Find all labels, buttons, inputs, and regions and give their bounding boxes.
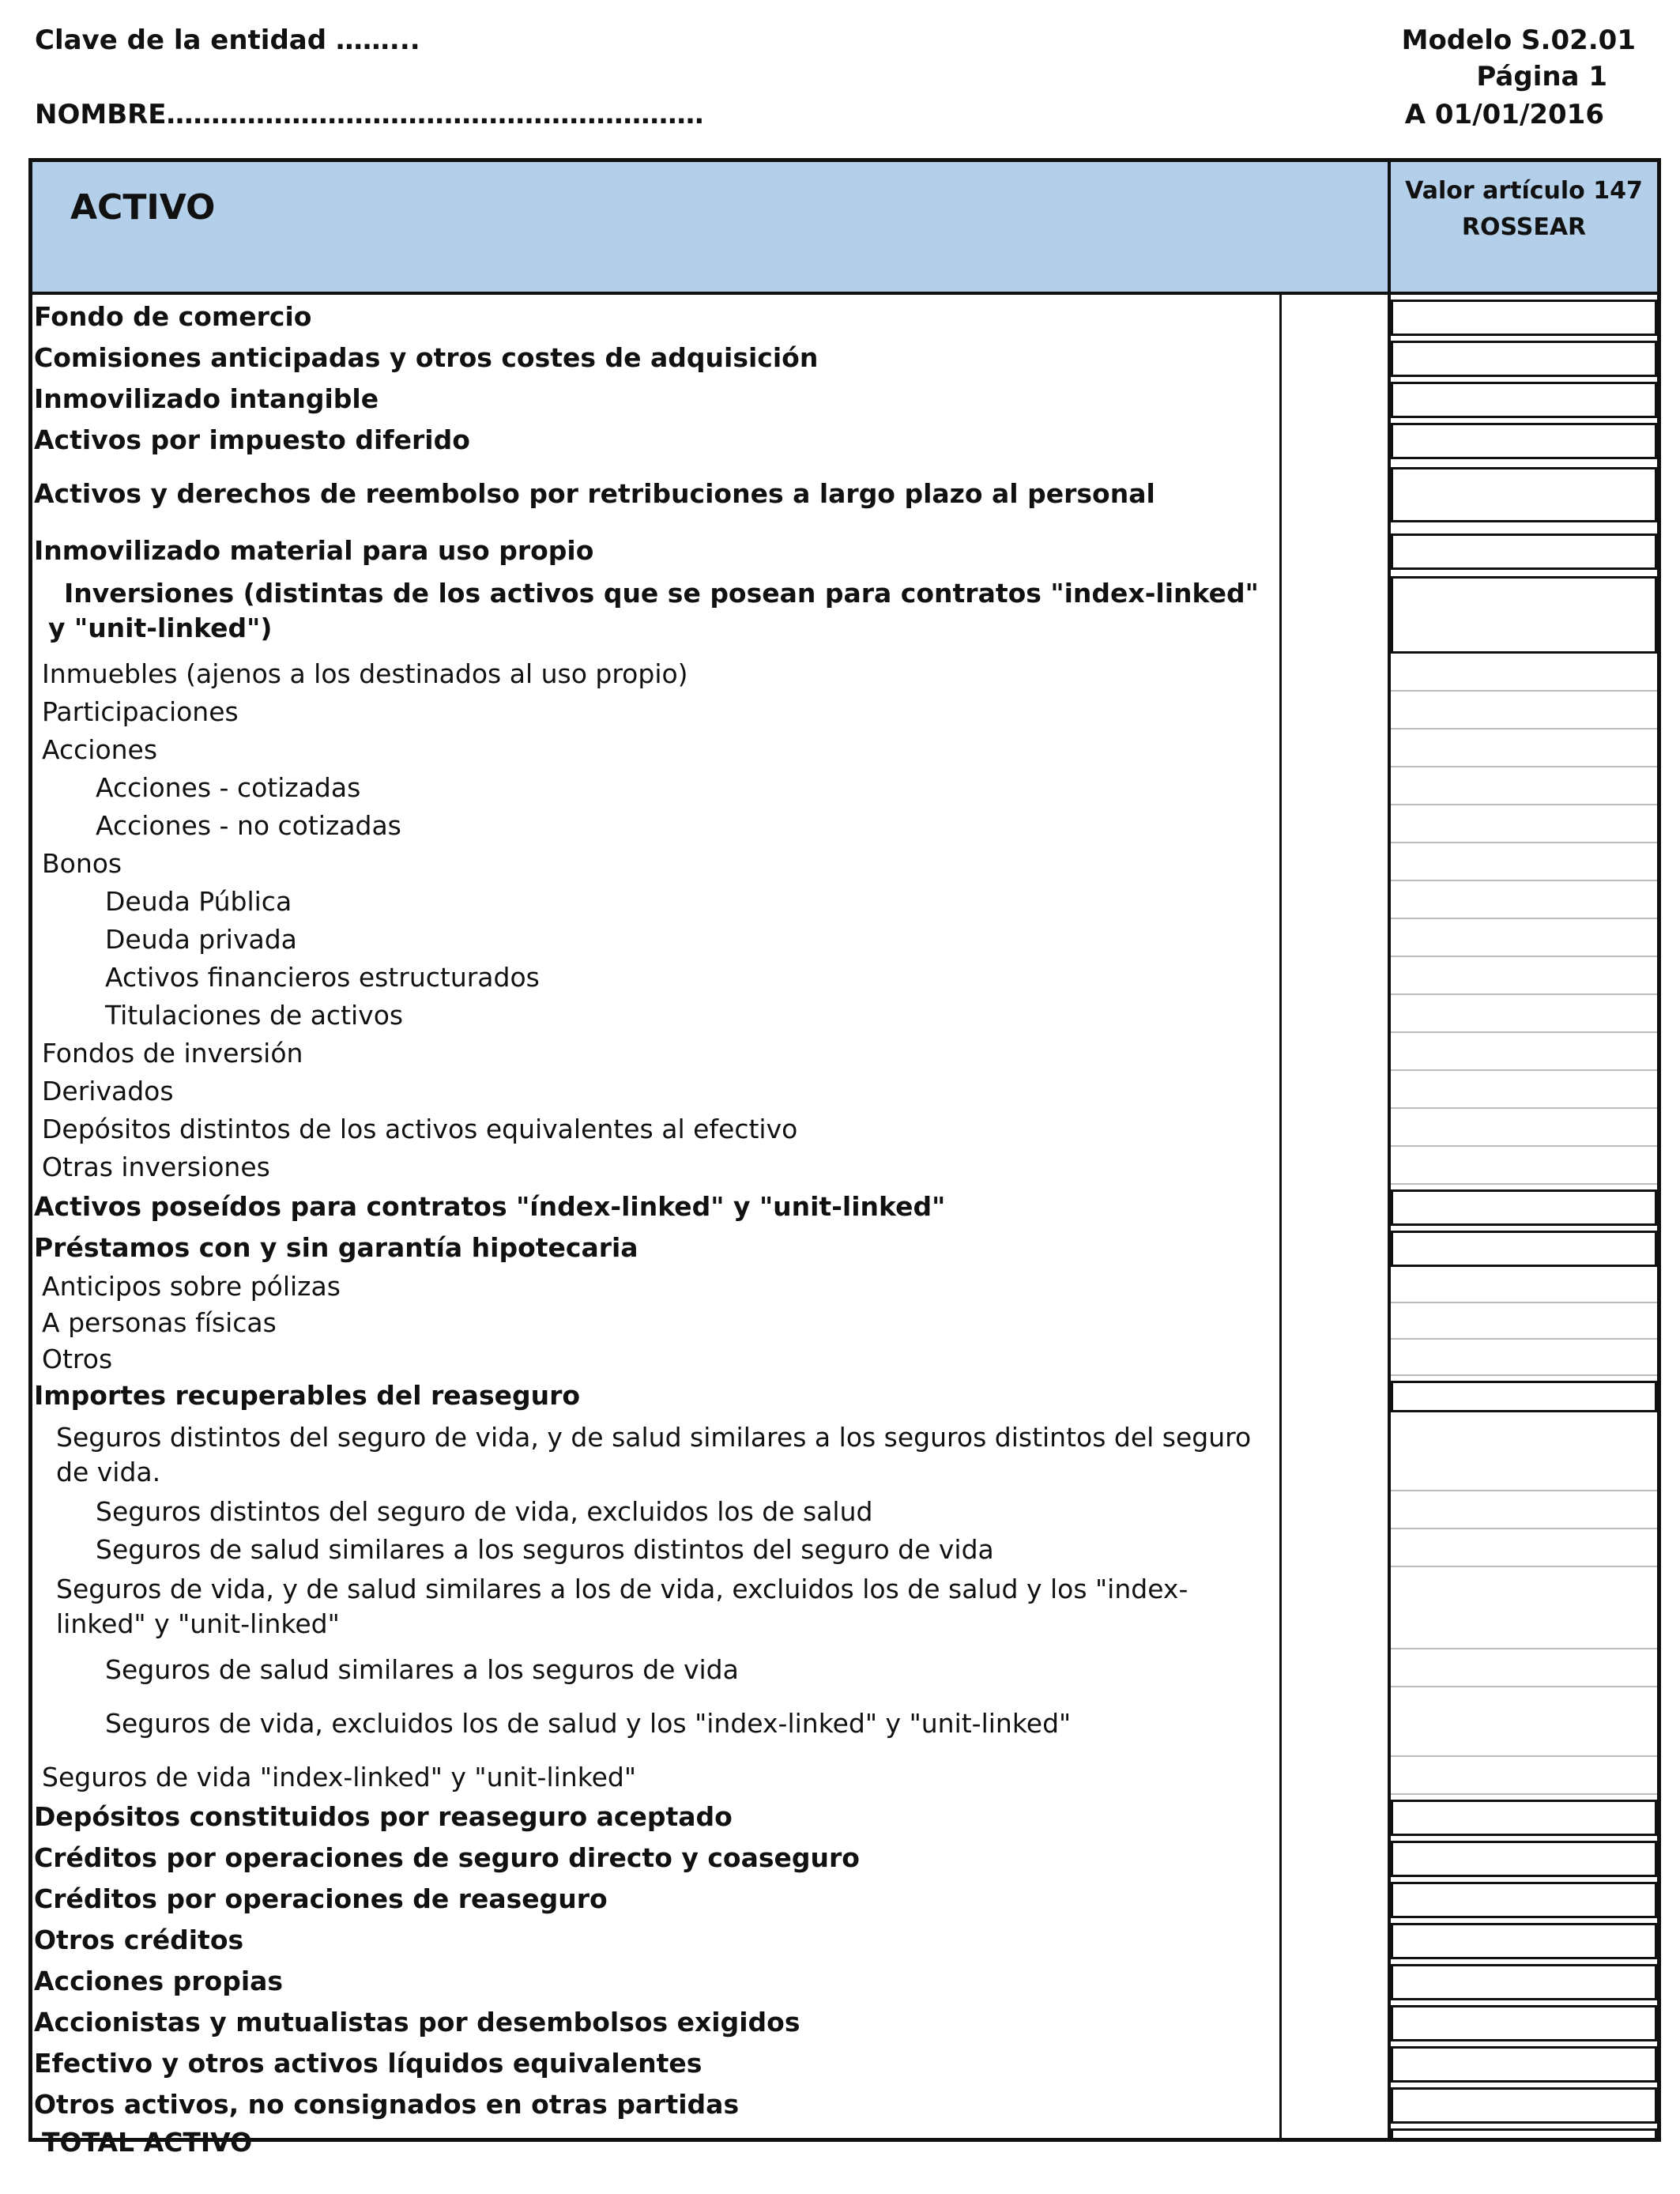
value-cell[interactable] — [1391, 2128, 1657, 2141]
row-label: Créditos por operaciones de seguro directo y coaseguro — [34, 1842, 860, 1873]
value-cell[interactable] — [1391, 1496, 1657, 1529]
value-cell[interactable] — [1391, 1344, 1657, 1376]
value-cell[interactable] — [1391, 1308, 1657, 1340]
row-label: Bonos — [42, 848, 122, 879]
row-label: Inmovilizado material para uso propio — [34, 535, 594, 566]
row-label: Comisiones anticipadas y otros costes de adquisición — [34, 342, 819, 373]
value-cell[interactable] — [1391, 1692, 1657, 1757]
value-cell[interactable] — [1391, 1189, 1657, 1226]
value-cell[interactable] — [1391, 533, 1657, 570]
value-cell[interactable] — [1391, 658, 1657, 692]
value-cell[interactable] — [1391, 886, 1657, 919]
row-label: Importes recuperables del reaseguro — [34, 1380, 581, 1411]
row-label: Anticipos sobre pólizas — [42, 1271, 341, 1302]
row-label: Fondo de comercio — [34, 301, 312, 332]
row-label: Derivados — [42, 1076, 174, 1106]
balance-table — [28, 158, 1661, 2158]
value-cell[interactable] — [1391, 423, 1657, 459]
row-label: Depósitos constituidos por reaseguro aceptado — [34, 1801, 733, 1832]
row-label: Acciones - cotizadas — [96, 772, 361, 803]
value-cell[interactable] — [1391, 341, 1657, 377]
value-cell[interactable] — [1391, 382, 1657, 418]
value-cell[interactable] — [1391, 576, 1657, 654]
value-cell[interactable] — [1391, 1114, 1657, 1147]
value-cell[interactable] — [1391, 1572, 1657, 1649]
value-column-header — [1388, 162, 1657, 292]
value-cell[interactable] — [1391, 467, 1657, 522]
row-label: Otras inversiones — [42, 1152, 270, 1182]
row-label: Préstamos con y sin garantía hipotecaria — [34, 1232, 638, 1263]
row-label: Inmuebles (ajenos a los destinados al uso propio) — [42, 658, 688, 689]
row-label: Créditos por operaciones de reaseguro — [34, 1883, 608, 1914]
row-label: A personas físicas — [42, 1307, 277, 1338]
value-cell[interactable] — [1391, 962, 1657, 995]
row-label: Acciones — [42, 734, 158, 765]
page-number: Página 1 — [1476, 61, 1607, 92]
value-cell[interactable] — [1391, 1000, 1657, 1033]
value-cell[interactable] — [1391, 696, 1657, 729]
row-label: Seguros distintos del seguro de vida, y de salud similares a los seguros distintos del seguro de vida. — [56, 1422, 1252, 1487]
table-title: ACTIVO — [70, 187, 216, 228]
row-label: Titulaciones de activos — [105, 1000, 404, 1031]
value-cell[interactable] — [1391, 1038, 1657, 1071]
row-label: Seguros de vida, excluidos los de salud y los "index-linked" y "unit-linked" — [105, 1708, 1072, 1739]
value-column-header-line2: ROSSEAR — [1461, 213, 1587, 241]
value-cell[interactable] — [1391, 1654, 1657, 1687]
row-label: Inversiones (distintas de los activos que se posean para contratos "index-linked" y "unit-linked") — [48, 578, 1259, 643]
row-label: Seguros distintos del seguro de vida, excluidos los de salud — [96, 1496, 873, 1527]
report-date: A 01/01/2016 — [1404, 99, 1604, 130]
value-cell[interactable] — [1391, 848, 1657, 881]
value-cell[interactable] — [1391, 1964, 1657, 2000]
value-cell[interactable] — [1391, 1272, 1657, 1303]
value-cell[interactable] — [1391, 1841, 1657, 1877]
value-cell[interactable] — [1391, 1231, 1657, 1267]
row-label: Deuda privada — [105, 924, 297, 955]
value-cell[interactable] — [1391, 1152, 1657, 1185]
value-cell[interactable] — [1391, 1923, 1657, 1959]
value-cell[interactable] — [1391, 1534, 1657, 1567]
row-label: Seguros de salud similares a los seguros de vida — [105, 1654, 739, 1685]
row-label: Accionistas y mutualistas por desembolsos exigidos — [34, 2007, 800, 2038]
row-label: Activos por impuesto diferido — [34, 424, 470, 455]
row-label: Inmovilizado intangible — [34, 383, 379, 414]
row-label: Seguros de vida, y de salud similares a los de vida, excluidos los de salud y los "index-linked" y "unit-linked" — [56, 1574, 1188, 1639]
row-label: Seguros de salud similares a los seguros distintos del seguro de vida — [96, 1534, 994, 1565]
value-cell[interactable] — [1391, 2087, 1657, 2124]
value-cell[interactable] — [1391, 810, 1657, 843]
value-cell[interactable] — [1391, 772, 1657, 805]
row-label: Efectivo y otros activos líquidos equivalentes — [34, 2048, 703, 2079]
value-cell[interactable] — [1391, 1420, 1657, 1491]
value-cell[interactable] — [1391, 1076, 1657, 1109]
row-label: Deuda Pública — [105, 886, 292, 917]
row-label: TOTAL ACTIVO — [42, 2127, 253, 2158]
column-divider — [1279, 295, 1282, 2142]
value-cell[interactable] — [1391, 1762, 1657, 1795]
row-label: Acciones - no cotizadas — [96, 810, 401, 841]
row-label: Otros créditos — [34, 1924, 244, 1955]
value-cell[interactable] — [1391, 2046, 1657, 2083]
value-cell[interactable] — [1391, 300, 1657, 336]
entity-name-label: NOMBRE…………………………………………………… — [35, 99, 704, 130]
row-label: Activos y derechos de reembolso por retribuciones a largo plazo al personal — [34, 478, 1155, 509]
model-code: Modelo S.02.01 — [1401, 25, 1636, 56]
value-cell[interactable] — [1391, 1800, 1657, 1836]
row-label: Participaciones — [42, 696, 239, 727]
row-label: Activos poseídos para contratos "índex-linked" y "unit-linked" — [34, 1191, 946, 1222]
value-cell[interactable] — [1391, 2005, 1657, 2041]
row-label: Otros — [42, 1344, 113, 1374]
entity-key-label: Clave de la entidad ……... — [35, 25, 420, 56]
row-label: Acciones propias — [34, 1966, 284, 1996]
row-label: Activos financieros estructurados — [105, 962, 540, 993]
value-cell[interactable] — [1391, 734, 1657, 767]
value-cell[interactable] — [1391, 1882, 1657, 1918]
value-column-header-line1: Valor artículo 147 — [1405, 177, 1643, 205]
value-cell[interactable] — [1391, 924, 1657, 957]
row-label: Depósitos distintos de los activos equivalentes al efectivo — [42, 1114, 798, 1144]
row-label: Fondos de inversión — [42, 1038, 303, 1069]
row-label: Otros activos, no consignados en otras partidas — [34, 2089, 740, 2120]
row-label: Seguros de vida "index-linked" y "unit-linked" — [42, 1762, 637, 1793]
value-cell[interactable] — [1391, 1381, 1657, 1412]
